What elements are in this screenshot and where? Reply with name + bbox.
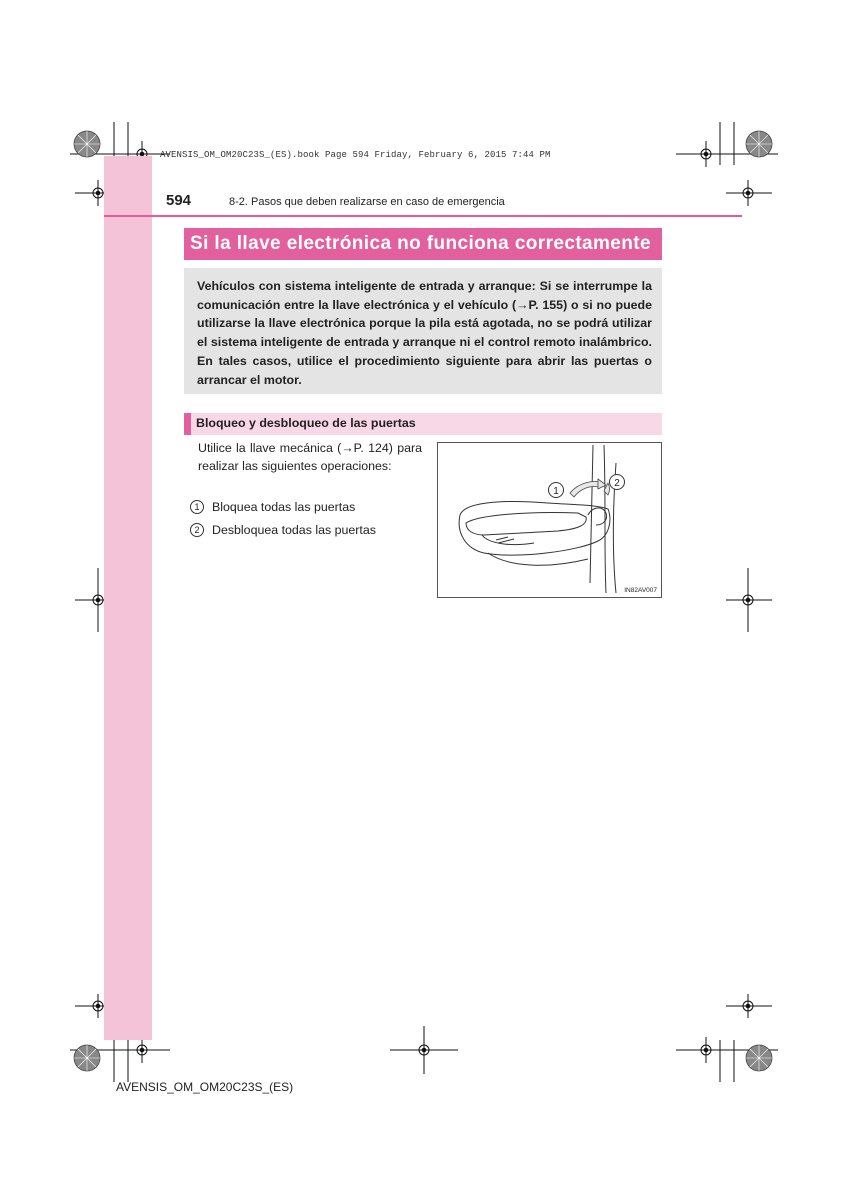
intro-box — [184, 268, 662, 394]
door-handle-illustration — [438, 443, 661, 597]
list-item — [190, 500, 355, 514]
page-number: 594 — [166, 192, 192, 209]
figure-callout-2: 2 — [614, 478, 620, 489]
list-item — [190, 523, 376, 537]
intro-text: Vehículos con sistema inteligente de entrada y arranque: Si se interrumpe la comunicación entre la llave electrónica y el vehículo (→P. 155) o si no puede utilizarse la llave electrónica porque la pila está agotada, no se podrá utilizar el sistema inteligente de entrada y arranque ni el control remoto inalámbrico. En tales casos, utilice el procedimiento siguiente para abrir las puertas o arrancar el motor. — [197, 279, 652, 387]
subsection-heading — [184, 413, 662, 435]
subsection-title: Bloqueo y desbloqueo de las puertas — [196, 416, 416, 430]
figure-code: IN82AV007 — [624, 587, 657, 594]
item-number: 2 — [190, 523, 204, 537]
instruction-text: Utilice la llave mecánica (→P. 124) para realizar las siguientes operaciones: — [198, 441, 422, 473]
door-handle-figure — [437, 442, 662, 598]
chapter-sidebar-tab — [104, 156, 152, 1040]
section-title: 8-2. Pasos que deben realizarse en caso de emergencia — [229, 196, 505, 208]
item-label: Bloquea todas las puertas — [212, 500, 356, 514]
item-label: Desbloquea todas las puertas — [212, 523, 376, 537]
figure-callout-1: 1 — [553, 486, 559, 497]
heading-banner — [184, 228, 662, 260]
header-rule — [104, 215, 742, 217]
print-header: AVENSIS_OM_OM20C23S_(ES).book Page 594 Friday, February 6, 2015 7:44 PM — [160, 150, 551, 160]
subsection-accent — [184, 413, 191, 435]
page-heading: Si la llave electrónica no funciona correctamente — [190, 233, 651, 254]
item-number: 1 — [190, 500, 204, 514]
footer-doc-id: AVENSIS_OM_OM20C23S_(ES) — [116, 1080, 294, 1094]
